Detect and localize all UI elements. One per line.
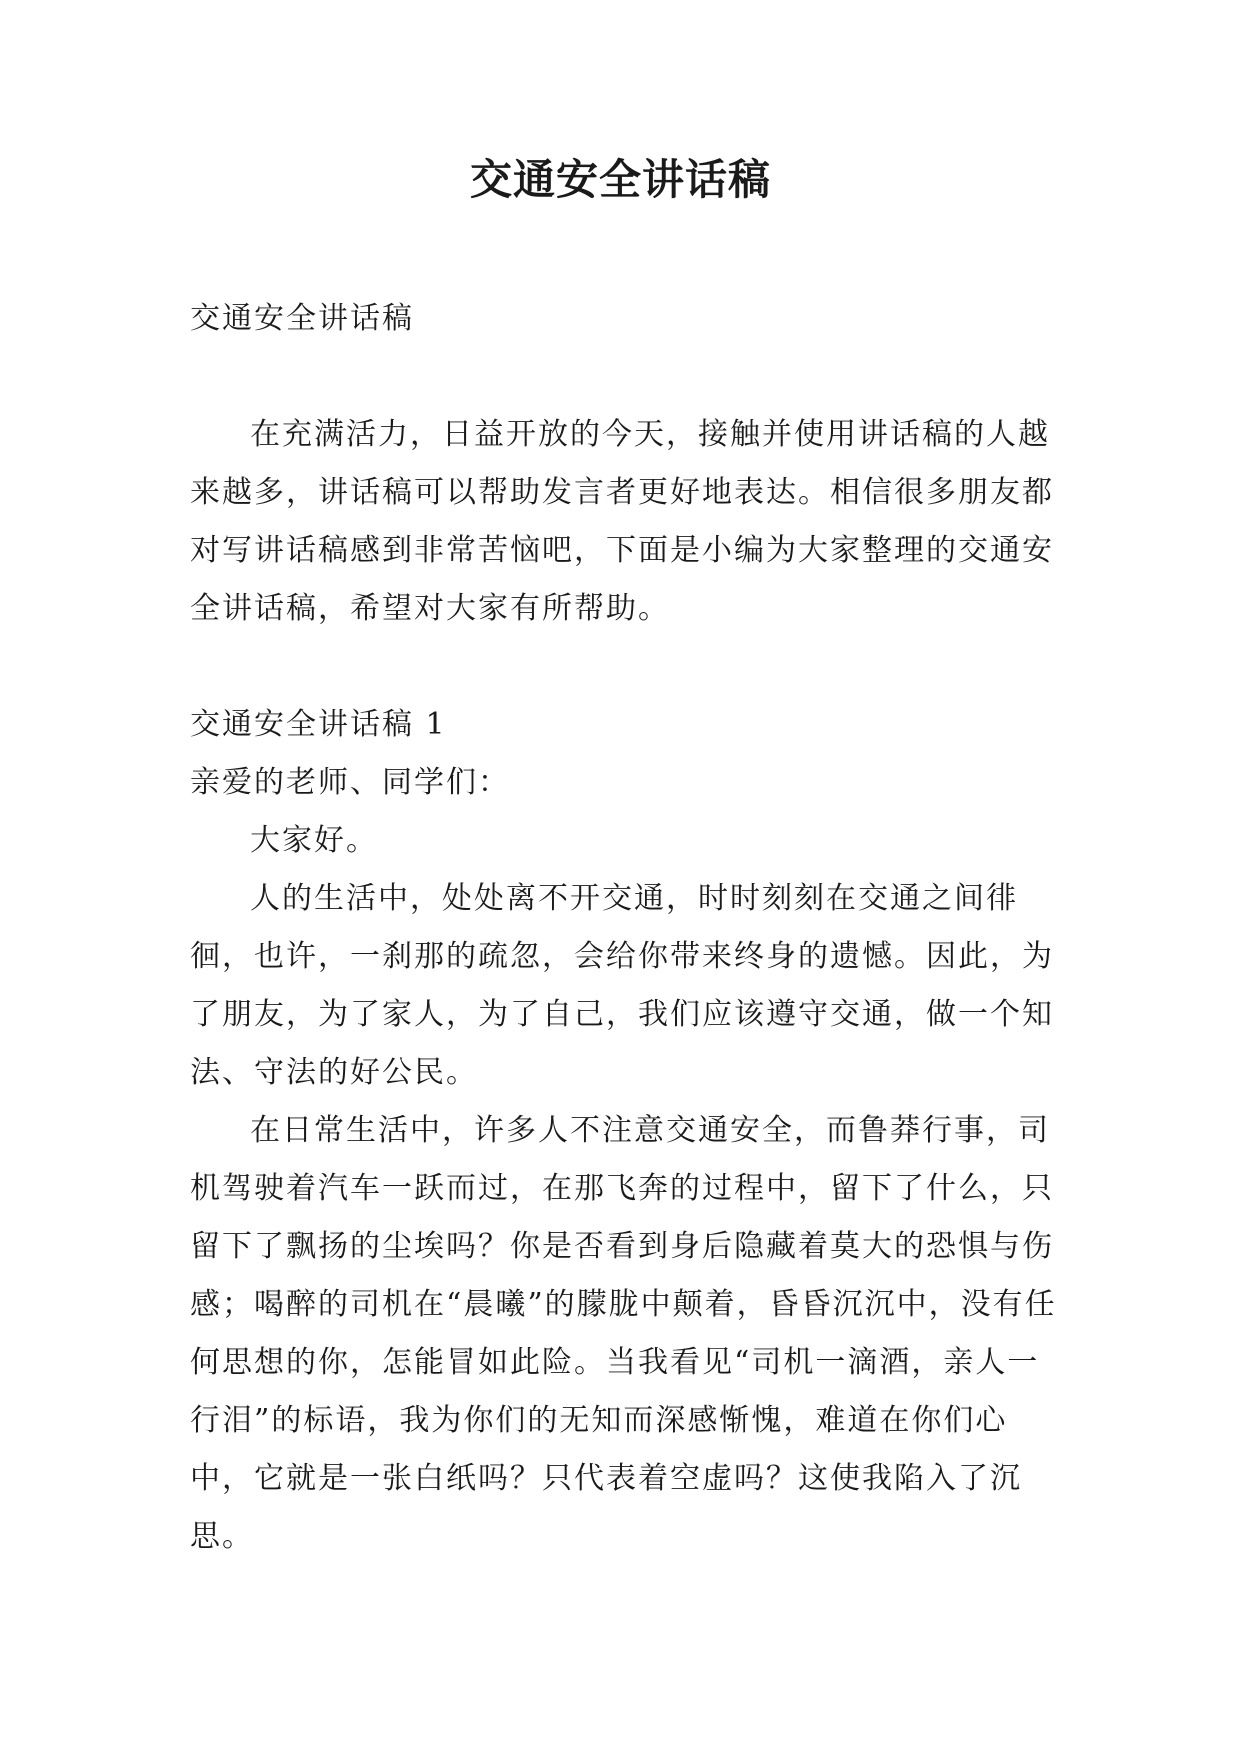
body-paragraph-1: 人的生活中，处处离不开交通，时时刻刻在交通之间徘徊，也许，一刹那的疏忽，会给你带来终身的遗憾。因此，为了朋友，为了家人，为了自己，我们应该遵守交通，做一个知法、守法的好公民。 <box>190 881 1054 1090</box>
salutation: 亲爱的老师、同学们： <box>190 765 510 800</box>
section-heading: 交通安全讲话稿 1 <box>190 707 447 742</box>
body-paragraph-2: 在日常生活中，许多人不注意交通安全，而鲁莽行事，司机驾驶着汽车一跃而过，在那飞奔的过程中，留下了什么，只留下了飘扬的尘埃吗？你是否看到身后隐藏着莫大的恐惧与伤感；喝醉的司机在“晨曦”的朦胧中颠着，昏昏沉沉中，没有任何思想的你，怎能冒如此险。当我看见“司机一滴酒，亲人一行泪”的标语，我为你们的无知而深感惭愧，难道在你们心中，它就是一张白纸吗？只代表着空虚吗？这使我陷入了沉思。 <box>190 1113 1057 1554</box>
document-subtitle: 交通安全讲话稿 <box>190 301 414 336</box>
document-title: 交通安全讲话稿 <box>469 155 771 204</box>
intro-paragraph: 在充满活力，日益开放的今天，接触并使用讲话稿的人越来越多，讲话稿可以帮助发言者更好地表达。相信很多朋友都对写讲话稿感到非常苦恼吧，下面是小编为大家整理的交通安全讲话稿，希望对大家有所帮助。 <box>190 417 1054 626</box>
greeting: 大家好。 <box>250 823 378 858</box>
document-body <box>190 290 1070 1566</box>
